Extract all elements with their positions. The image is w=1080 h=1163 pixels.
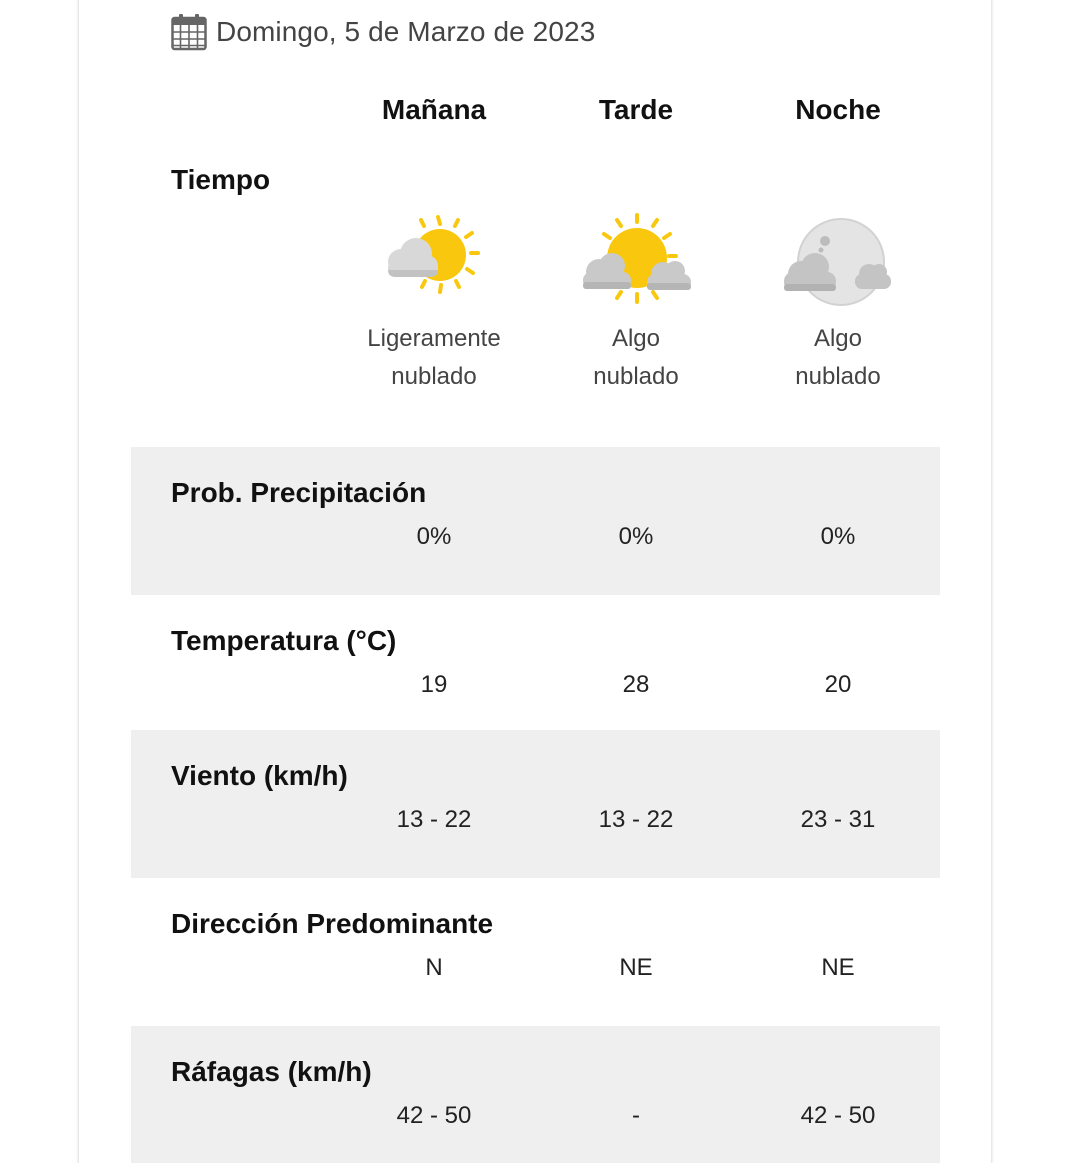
row-value-tarde: 28: [622, 671, 650, 698]
weather-desc-line: nublado: [391, 363, 477, 390]
row-value-manana: 42 - 50: [396, 1102, 472, 1129]
row-wind: [131, 730, 940, 878]
row-value-manana: 13 - 22: [396, 806, 472, 833]
row-value-manana: N: [425, 954, 443, 981]
weather-desc-tarde: [536, 320, 736, 396]
row-temperature: [131, 595, 940, 730]
weather-desc-line: nublado: [593, 363, 679, 390]
row-label: Prob. Precipitación: [171, 477, 427, 508]
row-label: Viento (km/h): [171, 760, 348, 791]
row-gusts: [131, 1026, 940, 1163]
forecast-card: [79, 0, 991, 1163]
row-label: Ráfagas (km/h): [171, 1056, 372, 1087]
weather-desc-manana: [334, 320, 534, 396]
row-value-noche: 23 - 31: [800, 806, 876, 833]
weather-desc-line: Algo: [813, 325, 863, 352]
row-value-manana: 19: [420, 671, 448, 698]
row-value-tarde: 0%: [618, 523, 654, 550]
weather-desc-line: Algo: [611, 325, 661, 352]
row-value-tarde: NE: [619, 954, 653, 981]
row-precipitation: [131, 447, 940, 595]
row-value-noche: 0%: [820, 523, 856, 550]
date-text: Domingo, 5 de Marzo de 2023: [216, 16, 596, 47]
row-value-tarde: -: [632, 1102, 640, 1129]
period-header-manana: Mañana: [381, 94, 487, 125]
row-value-noche: NE: [821, 954, 855, 981]
calendar-icon: [171, 13, 207, 51]
row-value-manana: 0%: [416, 523, 452, 550]
weather-desc-noche: [738, 320, 938, 396]
period-header-tarde: Tarde: [598, 94, 674, 125]
row-label: Temperatura (°C): [171, 625, 397, 656]
row-value-noche: 20: [824, 671, 852, 698]
partly-sunny-icon: [375, 212, 495, 316]
period-header-noche: Noche: [795, 94, 881, 125]
weather-desc-line: nublado: [795, 363, 881, 390]
weather-desc-line: Ligeramente: [367, 325, 501, 352]
row-label: Dirección Predominante: [171, 908, 494, 939]
row-value-tarde: 13 - 22: [598, 806, 674, 833]
sun-behind-clouds-icon: [577, 212, 697, 316]
date-header: [171, 12, 595, 52]
row-wind-direction: [131, 878, 940, 1026]
row-value-noche: 42 - 50: [800, 1102, 876, 1129]
tiempo-label: Tiempo: [171, 164, 271, 195]
moon-behind-clouds-icon: [779, 212, 899, 316]
